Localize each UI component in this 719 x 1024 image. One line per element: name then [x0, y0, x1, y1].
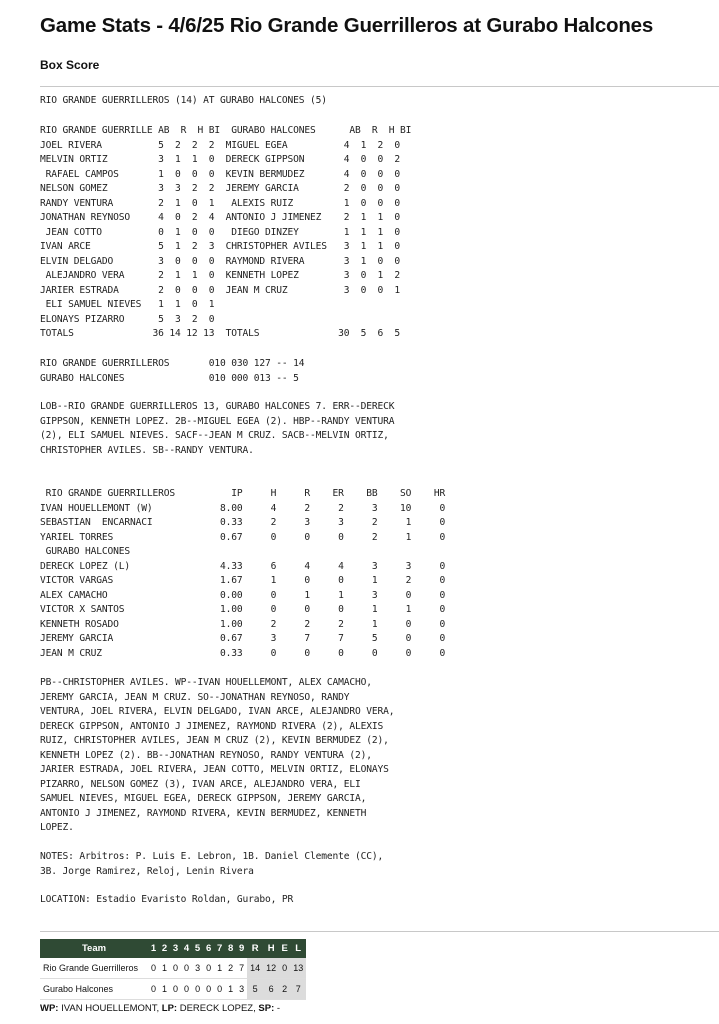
umpire-notes: NOTES: Arbitros: P. Luis E. Lebron, 1B. Daniel Clemente (CC), 3B. Jorge Ramirez, Reloj, Lenin Rivera — [40, 851, 384, 877]
inning-score: 0 — [203, 979, 214, 1000]
lp-value: DERECK LOPEZ, — [179, 1003, 256, 1014]
header-inning-7: 7 — [214, 939, 225, 958]
lob-total: 13 — [290, 958, 306, 979]
inning-score: 0 — [181, 979, 192, 1000]
header-lob: L — [290, 939, 306, 958]
header-inning-4: 4 — [181, 939, 192, 958]
inning-score: 1 — [214, 958, 225, 979]
linescore-header-row — [40, 939, 306, 958]
inning-score: 1 — [225, 979, 236, 1000]
wp-label: WP: — [40, 1003, 59, 1014]
header-inning-8: 8 — [225, 939, 236, 958]
header-inning-6: 6 — [203, 939, 214, 958]
inning-score: 3 — [236, 979, 247, 1000]
wp-value: IVAN HOUELLEMONT, — [61, 1003, 160, 1014]
location-line: LOCATION: Estadio Evaristo Roldan, Gurabo, PR — [40, 894, 294, 905]
team-name: Rio Grande Guerrilleros — [40, 958, 148, 979]
inning-score: 0 — [170, 979, 181, 1000]
hits-total: 6 — [263, 979, 279, 1000]
box-header-line: RIO GRANDE GUERRILLEROS (14) AT GURABO HALCONES (5) — [40, 95, 327, 106]
runs-total: 5 — [247, 979, 263, 1000]
batting-table: RIO GRANDE GUERRILLE AB R H BI GURABO HALCONES AB R H BI JOEL RIVERA 5 2 2 2 MIGUEL EGEA 4 1 2 0 MELVIN ORTIZ 3 1 1 0 DERECK GIPPSON 4 0 0 2 RAFAEL CAMPOS 1 0 0 0 KEVIN BERMUDEZ 4 0 0 0 NELSON GOMEZ 3 3 2 2 JEREMY GARCIA 2 0 0 0 RANDY VENTURA 2 1 0 1 ALEXIS RUIZ 1 0 0 0 JONATHAN REYNOSO 4 0 2 4 ANTONIO J JIMENEZ 2 1 1 0 JEAN COTTO 0 1 0 0 DIEGO DINZEY 1 1 1 0 IVAN ARCE 5 1 2 3 CHRISTOPHER AVILES 3 1 1 0 ELVIN DELGADO 3 0 0 0 RAYMOND RIVERA 3 1 0 0 ALEJANDRO VERA 2 1 1 0 KENNETH LOPEZ 3 0 1 2 JARIER ESTRADA 2 0 0 0 JEAN M CRUZ 3 0 0 1 ELI SAMUEL NIEVES 1 1 0 1 ELONAYS PIZARRO 5 3 2 0 TOTALS 36 14 12 13 TOTALS 30 5 6 5 — [40, 125, 412, 339]
team-name: Gurabo Halcones — [40, 979, 148, 1000]
lp-label: LP: — [161, 1003, 178, 1014]
inning-score: 1 — [159, 979, 170, 1000]
lob-total: 7 — [290, 979, 306, 1000]
pitching-table: RIO GRANDE GUERRILLEROS IP H R ER BB SO HR IVAN HOUELLEMONT (W) 8.00 4 2 2 3 10 0 SEBASTIAN ENCARNACI 0.33 2 3 3 2 1 0 YARIEL TORRES 0.67 0 0 0 2 1 0 GURABO HALCONES DERECK LOPEZ (L) 4.33 6 4 4 3 3 0 VICTOR VARGAS 1.67 1 0 0 1 2 0 ALEX CAMACHO 0.00 0 1 1 3 0 0 VICTOR X SANTOS 1.00 0 0 0 1 1 0 KENNETH ROSADO 1.00 2 2 2 1 0 0 JEREMY GARCIA 0.67 3 7 7 5 0 0 JEAN M CRUZ 0.33 0 0 0 0 0 0 — [40, 488, 446, 659]
sp-label: SP: — [258, 1003, 275, 1014]
header-hits: H — [263, 939, 279, 958]
header-inning-3: 3 — [170, 939, 181, 958]
linescore-row-away — [40, 958, 306, 979]
inning-score: 2 — [225, 958, 236, 979]
inning-score: 0 — [203, 958, 214, 979]
divider — [40, 931, 719, 932]
pitcher-decisions — [40, 1003, 280, 1014]
inning-score: 3 — [192, 958, 203, 979]
header-errors: E — [279, 939, 290, 958]
header-inning-1: 1 — [148, 939, 159, 958]
header-runs: R — [247, 939, 263, 958]
errors-total: 2 — [279, 979, 290, 1000]
inning-score: 0 — [148, 958, 159, 979]
inning-score: 0 — [192, 979, 203, 1000]
pitching-notes: PB--CHRISTOPHER AVILES. WP--IVAN HOUELLEMONT, ALEX CAMACHO, JEREMY GARCIA, JEAN M CRUZ. SO--JONATHAN REYNOSO, RANDY VENTURA, JOEL RIVERA, ELVIN DELGADO, IVAN ARCE, ALEJANDRO VERA, DERECK GIPPSON, ANTONIO J JIMENEZ, RAYMOND RIVERA (2), ALEXIS RUIZ, CHRISTOPHER AVILES, JEAN M CRUZ (2), KEVIN BERMUDEZ (2), KENNETH LOPEZ (2). BB--JONATHAN REYNOSO, RANDY VENTURA (2), JARIER ESTRADA, JOEL RIVERA, JEAN COTTO, MELVIN ORTIZ, ELONAYS PIZARRO, NELSON GOMEZ (3), IVAN ARCE, ALEJANDRO VERA, ELI SAMUEL NIEVES, MIGUEL EGEA, DERECK GIPPSON, JEREMY GARCIA, ANTONIO J JIMENEZ, RAYMOND RIVERA, KEVIN BERMUDEZ, KENNETH LOPEZ. — [40, 677, 395, 833]
errors-total: 0 — [279, 958, 290, 979]
header-inning-5: 5 — [192, 939, 203, 958]
inning-score: 0 — [181, 958, 192, 979]
linescore-row-home — [40, 979, 306, 1000]
runs-total: 14 — [247, 958, 263, 979]
inning-score: 1 — [159, 958, 170, 979]
inning-score: 0 — [148, 979, 159, 1000]
inning-score: 0 — [214, 979, 225, 1000]
header-inning-2: 2 — [159, 939, 170, 958]
linescore-text: RIO GRANDE GUERRILLEROS 010 030 127 -- 14 GURABO HALCONES 010 000 013 -- 5 — [40, 358, 305, 384]
page-title: Game Stats - 4/6/25 Rio Grande Guerrilleros at Gurabo Halcones — [40, 14, 654, 37]
divider — [40, 86, 719, 87]
linescore-table — [40, 939, 306, 1000]
header-team: Team — [40, 939, 148, 958]
game-notes: LOB--RIO GRANDE GUERRILLEROS 13, GURABO HALCONES 7. ERR--DERECK GIPPSON, KENNETH LOPEZ. 2B--MIGUEL EGEA (2). HBP--RANDY VENTURA (2), ELI SAMUEL NIEVES. SACF--JEAN M CRUZ. SACB--MELVIN ORTIZ, CHRISTOPHER AVILES. SB--RANDY VENTURA. — [40, 401, 395, 456]
header-inning-9: 9 — [236, 939, 247, 958]
hits-total: 12 — [263, 958, 279, 979]
section-title: Box Score — [40, 58, 100, 72]
sp-value: - — [276, 1003, 281, 1014]
inning-score: 7 — [236, 958, 247, 979]
inning-score: 0 — [170, 958, 181, 979]
